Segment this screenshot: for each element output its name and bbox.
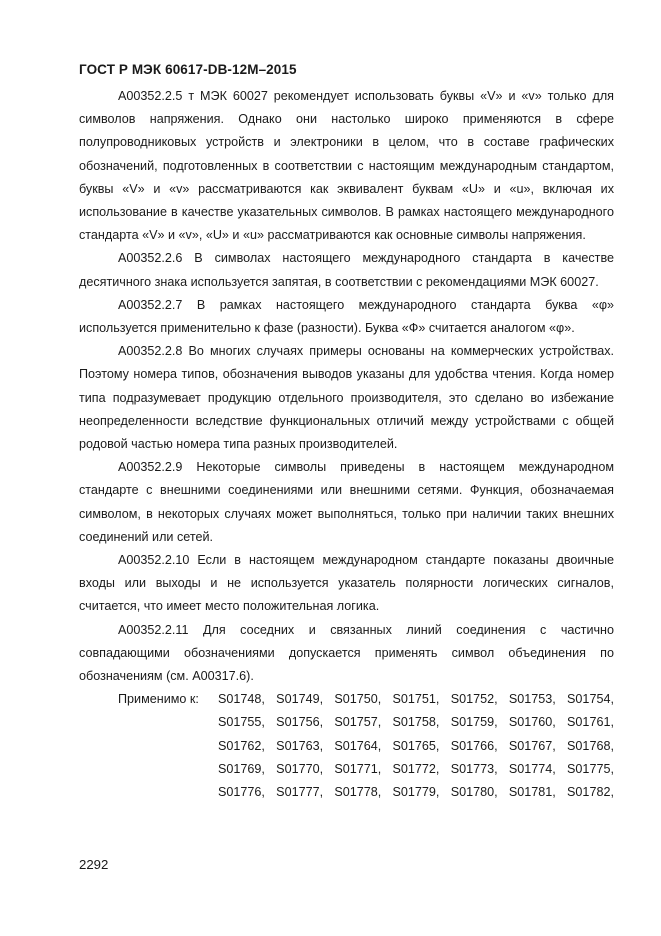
symbol-code: S01779, <box>392 785 440 800</box>
symbol-code: S01748, <box>218 692 265 707</box>
symbol-code: S01775, <box>567 761 614 776</box>
symbol-code-row <box>218 781 614 804</box>
paragraph-a00352-2-8: A00352.2.8 Во многих случаях примеры основаны на коммерческих устройствах. Поэтому номера типов, обозначения выводов указаны для удобства чтения. Когда номер типа подразумевает продукцию отдельного производителя, это сделано во избежание неопределенности вследствие функциональных отличий между устройствами с общей родовой частью номера типа разных производителей. <box>79 344 614 452</box>
symbol-code: S01767, <box>508 738 556 753</box>
paragraph-a00352-2-6: A00352.2.6 В символах настоящего международного стандарта в качестве десятичного знака используется запятая, в соответствии с рекомендациями МЭК 60027. <box>79 251 614 289</box>
symbol-code: S01753, <box>508 692 556 707</box>
symbol-code: S01751, <box>392 692 440 707</box>
symbol-code: S01773, <box>450 761 498 776</box>
symbol-code: S01769, <box>218 761 265 776</box>
symbol-code: S01752, <box>450 692 498 707</box>
symbol-code: S01763, <box>276 738 324 753</box>
paragraph-a00352-2-7: A00352.2.7 В рамках настоящего международного стандарта буква «φ» используется применительно к фазе (разности). Буква «Ф» считается аналогом «φ». <box>79 297 614 336</box>
symbol-code: S01778, <box>334 785 382 800</box>
symbol-code: S01757, <box>334 715 382 730</box>
symbol-code: S01782, <box>567 785 614 800</box>
symbol-code: S01781, <box>508 785 556 800</box>
symbol-code-row <box>218 735 614 758</box>
symbol-code: S01759, <box>450 715 498 730</box>
symbol-code: S01761, <box>567 715 614 730</box>
symbol-code: S01774, <box>508 761 556 776</box>
symbol-code: S01768, <box>567 738 614 753</box>
symbol-code: S01764, <box>334 738 382 753</box>
document-body <box>79 85 614 804</box>
applies-to-label: Применимо к: <box>118 692 199 707</box>
paragraph-a00352-2-5: A00352.2.5 т МЭК 60027 рекомендует использовать буквы «V» и «v» только для символов напряжения. Однако они настолько широко применяются в сфере полупроводниковых устройств и электроники в целом, что в составе графических обозначений, подготовленных в соответствии с настоящим международным стандартом, буквы «V» и «v» рассматриваются как эквивалент буквам «U» и «u», включая их использование в качестве указательных символов. В рамках настоящего международного стандарта «V» и «v», «U» и «u» рассматриваются как основные символы напряжения. <box>79 89 614 243</box>
symbol-code-row <box>218 758 614 781</box>
symbol-code: S01755, <box>218 715 265 730</box>
symbol-code: S01762, <box>218 738 265 753</box>
symbol-code: S01772, <box>392 761 440 776</box>
symbol-code: S01750, <box>334 692 382 707</box>
paragraph-a00352-2-11: A00352.2.11 Для соседних и связанных линий соединения с частично совпадающими обозначениями допускается применять символ объединения по обозначениям (см. A00317.6). <box>79 622 614 684</box>
symbol-code: S01754, <box>567 692 614 707</box>
symbol-code: S01756, <box>276 715 324 730</box>
symbol-code: S01765, <box>392 738 440 753</box>
symbol-code: S01780, <box>450 785 498 800</box>
symbol-code-row <box>218 688 614 711</box>
page-number: 2292 <box>79 857 109 872</box>
symbol-code: S01749, <box>276 692 324 707</box>
applies-to-block <box>79 688 614 804</box>
paragraph-a00352-2-9: A00352.2.9 Некоторые символы приведены в настоящем международном стандарте с внешними соединениями или внешними сетями. Функция, обозначаемая символом, в некоторых случаях может выполняться, только при наличии таких внешних соединений или сетей. <box>79 460 614 544</box>
symbol-code: S01758, <box>392 715 440 730</box>
paragraph-a00352-2-10: A00352.2.10 Если в настоящем международном стандарте показаны двоичные входы или выходы и не используется указатель полярности логических сигналов, считается, что имеет место положительная логика. <box>79 553 614 614</box>
symbol-code: S01770, <box>276 761 324 776</box>
symbol-code-list <box>218 688 614 804</box>
document-header: ГОСТ Р МЭК 60617-DB-12M–2015 <box>79 62 297 77</box>
symbol-code: S01776, <box>218 785 265 800</box>
symbol-code: S01760, <box>508 715 556 730</box>
symbol-code: S01766, <box>450 738 498 753</box>
symbol-code-row <box>218 711 614 734</box>
symbol-code: S01777, <box>276 785 324 800</box>
symbol-code: S01771, <box>334 761 382 776</box>
